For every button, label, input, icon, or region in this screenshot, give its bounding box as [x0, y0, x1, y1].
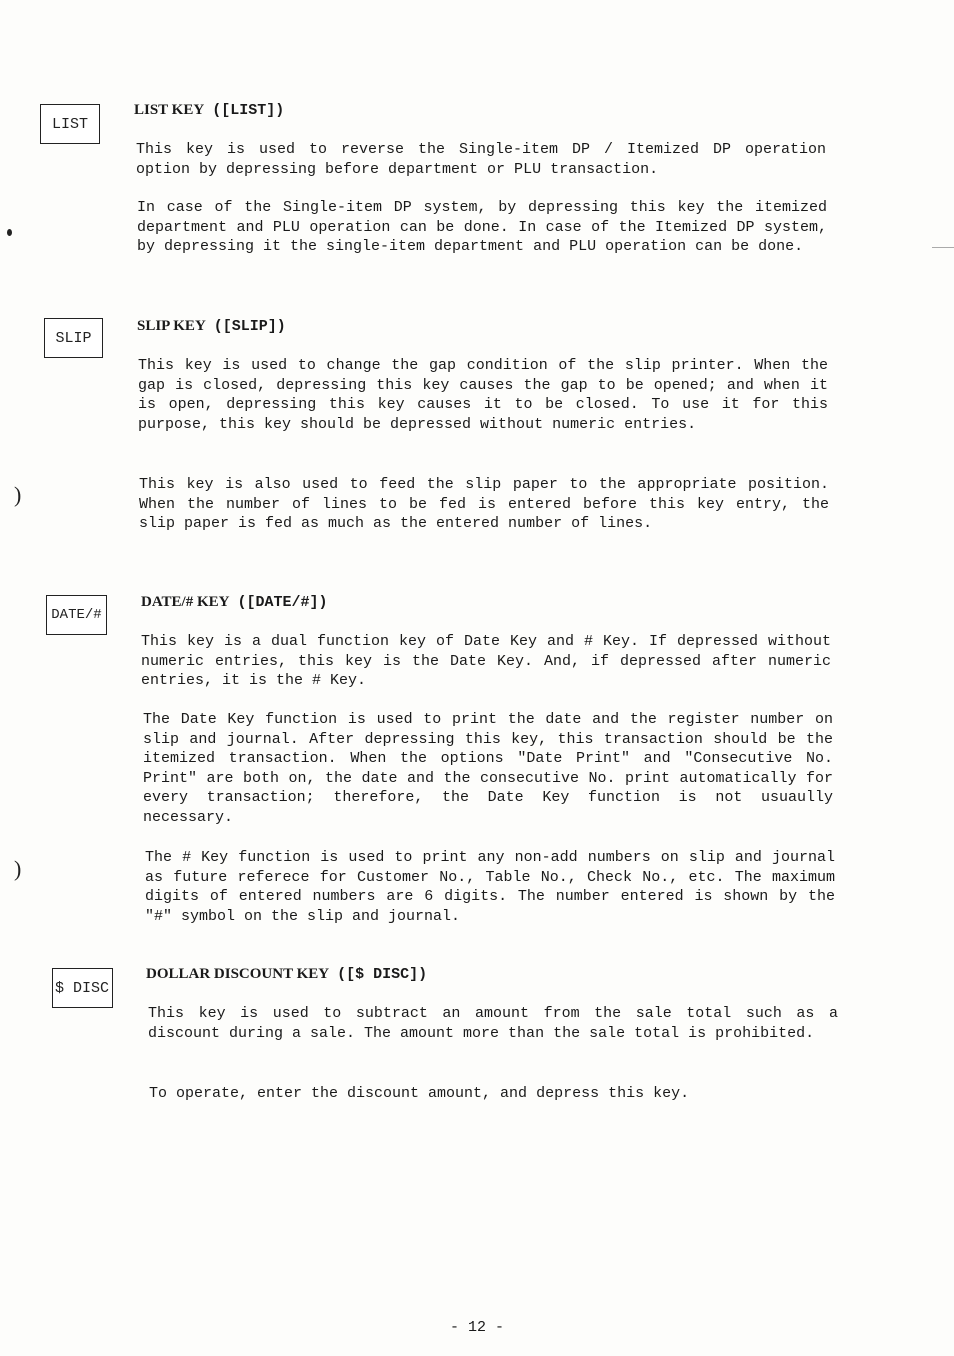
heading-name: SLIP KEY — [137, 318, 206, 334]
slip-key-heading — [137, 318, 286, 335]
date-key-paragraph-1: This key is a dual function key of Date Key and # Key. If depressed without numeric entries, this key is the Date Key. And, if depressed after numeric entries, it is the # Key. — [141, 633, 831, 689]
discount-key-heading — [146, 966, 427, 983]
list-key-heading — [134, 102, 284, 119]
heading-name: DATE/# KEY — [141, 594, 230, 610]
date-key-paragraph-2: The Date Key function is used to print the date and the register number on slip and journal. After depressing this key, this transaction should be the itemized transaction. When the options "Date Print" and "Consecutive No. Print" are both on, the date and the consecutive No. print automatically for every transaction; therefore, the Date Key function is not usuaully necessary. — [143, 711, 833, 826]
slip-key-paragraph-1: This key is used to change the gap condition of the slip printer. When the gap is closed, depressing this key causes the gap to be opened; and when it is open, depressing this key causes it to be closed. To use it for this purpose, this key should be depressed without numeric entries. — [138, 357, 828, 433]
list-key-box: LIST — [40, 104, 100, 144]
list-key-paragraph-2: In case of the Single-item DP system, by depressing this key the itemized department and PLU operation can be done. In case of the Itemized DP system, by depressing it the single-item department and PLU operation can be done. — [137, 199, 827, 255]
heading-name: DOLLAR DISCOUNT KEY — [146, 966, 330, 982]
slip-key-paragraph-2: This key is also used to feed the slip paper to the appropriate position. When the number of lines to be fed is entered before this key entry, the slip paper is fed as much as the entered number of lines. — [139, 476, 829, 532]
discount-key-paragraph-2: To operate, enter the discount amount, and depress this key. — [149, 1085, 690, 1102]
heading-code: ([SLIP]) — [213, 318, 286, 335]
heading-code: ([$ DISC]) — [337, 966, 428, 983]
date-key-paragraph-3: The # Key function is used to print any non-add numbers on slip and journal as future referece for Customer No., Table No., Check No., etc. The maximum digits of entered numbers are 6 digits. The number entered is shown by the "#" symbol on the slip and journal. — [145, 849, 835, 925]
edge-mark — [932, 247, 954, 248]
heading-code: ([DATE/#]) — [237, 594, 328, 611]
list-key-paragraph-1: This key is used to reverse the Single-item DP / Itemized DP operation option by depressing before department or PLU transaction. — [136, 141, 826, 178]
heading-code: ([LIST]) — [212, 102, 285, 119]
date-key-box: DATE/# — [46, 595, 107, 635]
page-number: - 12 - — [449, 1319, 504, 1336]
slip-key-box: SLIP — [44, 318, 103, 358]
hole-punch-dot — [7, 229, 12, 236]
heading-name: LIST KEY — [134, 102, 205, 118]
discount-key-paragraph-1: This key is used to subtract an amount from the sale total such as a discount during a sale. The amount more than the sale total is prohibited. — [148, 1005, 838, 1042]
margin-bracket-2: ) — [14, 856, 22, 881]
date-key-heading — [141, 594, 328, 611]
discount-key-box: $ DISC — [52, 968, 113, 1008]
margin-bracket-1: ) — [14, 482, 22, 507]
